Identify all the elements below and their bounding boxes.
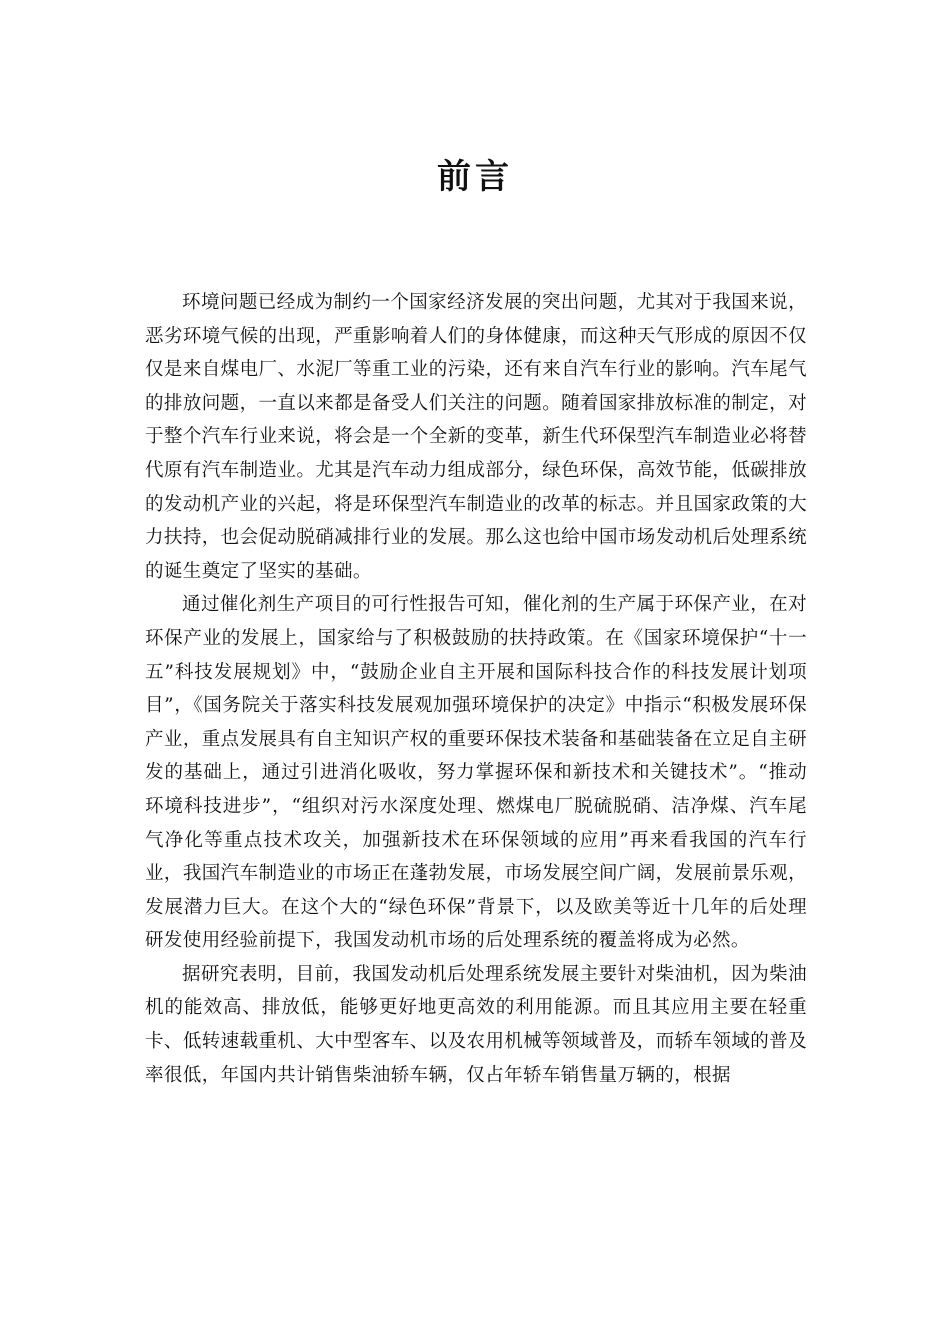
paragraph: 环境问题已经成为制约一个国家经济发展的突出问题，尤其对于我国来说，恶劣环境气候的出现，严重影响着人们的身体健康，而这种天气形成的原因不仅仅是来自煤电厂、水泥厂等重工业的污染，还有来自汽车行业的影响。汽车尾气的排放问题，一直以来都是备受人们关注的问题。随着国家排放标准的制定，对于整个汽车行业来说，将会是一个全新的变革，新生代环保型汽车制造业必将替代原有汽车制造业。尤其是汽车动力组成部分，绿色环保，高效节能，低碳排放的发动机产业的兴起，将是环保型汽车制造业的改革的标志。并且国家政策的大力扶持，也会促动脱硝减排行业的发展。那么这也给中国市场发动机后处理系统的诞生奠定了坚实的基础。 (145, 292, 807, 582)
paragraph: 据研究表明，目前，我国发动机后处理系统发展主要针对柴油机，因为柴油机的能效高、排放低，能够更好地更高效的利用能源。而且其应用主要在轻重卡、低转速载重机、大中型客车、以及农用机械等领域普及，而轿车领域的普及率很低，年国内共计销售柴油轿车辆，仅占年轿车销售量万辆的，根据 (145, 963, 807, 1086)
document-body (145, 286, 807, 1092)
page-title: 前言 (437, 157, 513, 197)
paragraph: 通过催化剂生产项目的可行性报告可知，催化剂的生产属于环保产业，在对环保产业的发展上，国家给与了积极鼓励的扶持政策。在《国家环境保护“十一五”科技发展规划》中，“鼓励企业自主开展和国际科技合作的科技发展计划项目”，《国务院关于落实科技发展观加强环境保护的决定》中指示“积极发展环保产业，重点发展具有自主知识产权的重要环保技术装备和基础装备在立足自主研发的基础上，通过引进消化吸收，努力掌握环保和新技术和关键技术”。“推动环境科技进步”，“组织对污水深度处理、燃煤电厂脱硫脱硝、洁净煤、汽车尾气净化等重点技术攻关，加强新技术在环保领域的应用”再来看我国的汽车行业，我国汽车制造业的市场正在蓬勃发展，市场发展空间广阔，发展前景乐观，发展潜力巨大。在这个大的“绿色环保”背景下，以及欧美等近十几年的后处理研发使用经验前提下，我国发动机市场的后处理系统的覆盖将成为必然。 (145, 594, 807, 952)
